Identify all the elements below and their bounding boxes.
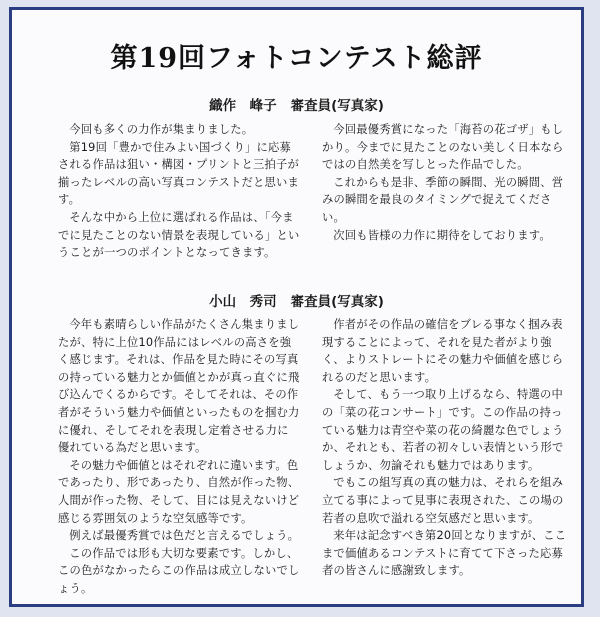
reviewer-name: 小山 秀司 [209,294,277,310]
paragraph: 例えば最優秀賞では色だと言えるでしょう。 [69,529,300,543]
review-2-left-column [58,316,300,598]
reviewer-role: 審査員(写真家) [290,294,384,310]
paragraph: 作者がその作品の確信をブレる事なく掴み表現することによって、それを見た者がより強く、よりストレートにその魅力や価値を感じられるのだと思います。 [322,318,564,384]
paragraph: そして、もう一つ取り上げるなら、特選の中の「菜の花コンサート」です。この作品の持っている魅力は青空や菜の花の綺麗な色でしょうか、それとも、若者の初々しい表情という形でしょうか、勿論それも魅力ではあります。 [322,388,564,472]
review-1-left-column [58,121,300,262]
page-title: 第19回フォトコンテスト総評 [110,43,483,74]
paragraph: この作品では形も大切な要素です。しかし、この色がなかったらこの作品は成立しないでしょう。 [58,546,300,595]
review-panel [9,7,584,607]
reviewer-name: 織作 峰子 [209,98,277,114]
paragraph: その魅力や価値とはそれぞれに違います。色であったり、形であったり、自然が作った物、人間が作った物、そして、目には見えないけど感じる雰囲気のような空気感等です。 [58,458,300,525]
paragraph: 今回も多くの力作が集まりました。 [69,123,254,136]
review-2-right-column [322,316,567,580]
paragraph: 今回最優秀賞になった「海苔の花ゴザ」もしかり。今までに見たことのない美しく日本ならではの自然美を写しとった作品でした。 [322,123,564,172]
review-1-right-column [322,121,567,244]
reviewer-heading-2 [12,290,581,310]
paragraph: そんな中から上位に選ばれる作品は、「今までに見たことのない情景を表現している」ということが一つのポイントとなってきます。 [58,210,300,260]
reviewer-role: 審査員(写真家) [290,98,384,114]
paragraph: でもこの組写真の真の魅力は、それらを組み立てる事によって見事に表現された、この場の若者の息吹で溢れる空気感だと思います。 [322,476,564,525]
paragraph: 来年は記念すべき第20回となりますが、ここまで価値あるコンテストに育てて下さった応募者の皆さんに感謝致します。 [322,529,567,578]
paragraph: 今年も素晴らしい作品がたくさん集まりましたが、特に上位10作品にはレベルの高さを強く感じます。それは、作品を見た時にその写真の持っている魅力とか価値とかが真っ直ぐに飛び込んでくるからです。そしてそれは、その作者がそういう魅力や価値といったものを掴む力に優れ、そしてそれを表現し定着させる力に優れている為だと思います。 [58,318,300,455]
reviewer-heading-1 [12,94,581,114]
paragraph: これからも是非、季節の瞬間、光の瞬間、営みの瞬間を最良のタイミングで捉えてください。 [322,175,564,224]
paragraph: 第19回「豊かで住みよい国づくり」に応募される作品は狙い・構図・プリントと三拍子が揃ったレベルの高い写真コンテストだと思います。 [58,140,299,207]
paragraph: 次回も皆様の力作に期待をしております。 [333,228,551,242]
